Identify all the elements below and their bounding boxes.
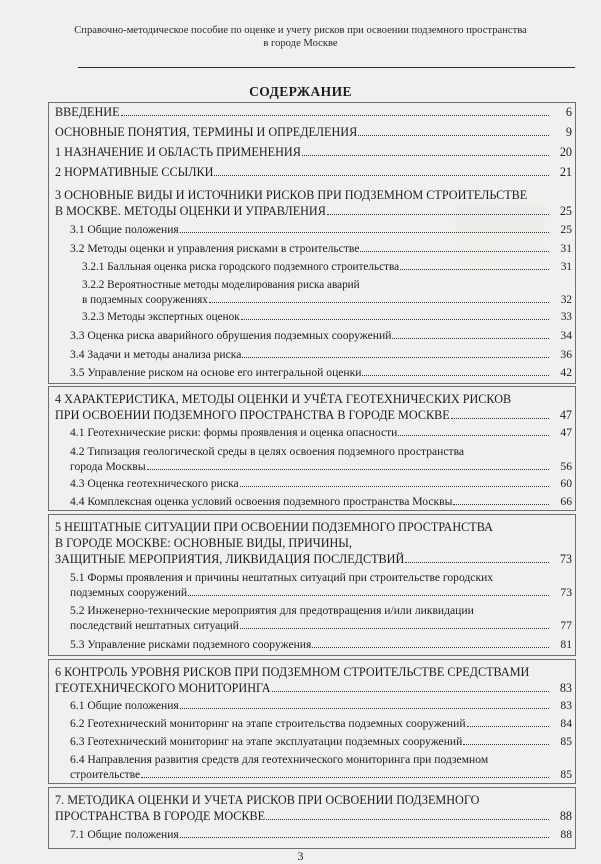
toc-entry-page: 31 [560,261,572,273]
toc-entry-page: 47 [559,408,572,422]
toc-entry-line [70,222,572,237]
toc-entry-title: ОСНОВНЫЕ ПОНЯТИЯ, ТЕРМИНЫ И ОПРЕДЕЛЕНИЯ [55,125,358,139]
dot-leader [360,251,549,252]
toc-entry-title: 7. МЕТОДИКА ОЦЕНКИ И УЧЕТА РИСКОВ ПРИ ОСВОЕНИИ ПОДЗЕМНОГО [55,793,480,807]
dot-leader [463,744,549,745]
toc-entry [82,260,572,275]
toc-entry [70,570,572,600]
toc-entry-title: ГЕОТЕХНИЧЕСКОГО МОНИТОРИНГА [55,681,271,695]
toc-entry-page: 20 [559,145,572,159]
toc-entry-title: 3.2.3 Методы экспертных оценок [82,311,240,323]
toc-entry-line [70,734,572,749]
toc-entry-page: 34 [560,329,572,342]
toc-entry [82,278,572,308]
toc-entry-line [70,618,572,633]
toc-entry-page: 88 [560,828,572,841]
toc-entry [70,476,572,491]
dot-leader [451,418,549,419]
toc-entry-title: 3.1 Общие положения [70,223,179,236]
running-header [40,24,561,50]
toc-title: СОДЕРЖАНИЕ [249,84,352,99]
toc-entry-page: 6 [565,105,572,119]
toc-entry-line [82,310,572,325]
running-header-line-1: Справочно-методическое пособие по оценке и учету рисков при освоении подземного пространства [74,25,527,36]
toc-entry-line [70,570,572,585]
toc-entry-title: 3.2 Методы оценки и управления рисками в строительстве [70,242,360,255]
toc-entry-page: 56 [560,460,572,473]
toc-entry [70,698,572,713]
toc-entry-page: 25 [559,204,572,218]
toc-entry [55,104,572,120]
toc-entry-page: 47 [560,426,572,439]
toc-entry-line [70,637,572,652]
toc-entry-line [55,808,572,824]
toc-entry-title: 3.2.1 Балльная оценка риска городского подземного строительства [82,261,400,273]
toc-entry [70,222,572,237]
dot-leader [362,375,549,376]
dot-leader [358,135,549,136]
toc-entry-page: 81 [560,638,572,651]
toc-entry-line [70,476,572,491]
toc-entry-page: 73 [560,586,572,599]
toc-entry-title: города Москвы [70,460,146,473]
dot-leader [188,595,549,596]
toc-entry [55,664,572,696]
dot-leader [312,647,549,648]
toc-entry-line [70,328,572,343]
running-header-line-2: в городе Москве [263,38,338,49]
dot-leader [453,504,549,505]
toc-entry-line [70,603,572,618]
toc-entry-line [82,293,572,308]
toc-entry [55,124,572,140]
toc-entry [55,164,572,180]
toc-entry-page: 77 [560,619,572,632]
toc-entry-title: 3.5 Управление риском на основе его интегральной оценки [70,366,362,379]
dot-leader [242,357,549,358]
toc-entry [55,144,572,160]
toc-entry-title: В МОСКВЕ. МЕТОДЫ ОЦЕНКИ И УПРАВЛЕНИЯ [55,204,326,218]
toc-entry-line [55,203,572,219]
toc-entry [70,494,572,509]
toc-entry-page: 85 [560,735,572,748]
toc-entry-line [70,827,572,842]
toc-entry-line [70,767,572,782]
toc-entry-line [55,535,572,551]
header-rule [78,67,575,68]
toc-entry-line [55,407,572,423]
dot-leader [398,435,549,436]
toc-entry-line [70,241,572,256]
toc-entry-line [70,444,572,459]
toc-entry-line [55,551,572,567]
toc-entry-line [55,164,572,180]
toc-entry [70,241,572,256]
toc-entry-line [82,278,572,293]
toc-entry-page: 21 [559,165,572,179]
toc-entry-title: 1 НАЗНАЧЕНИЕ И ОБЛАСТЬ ПРИМЕНЕНИЯ [55,145,301,159]
toc-entry-page: 9 [565,125,572,139]
toc-entry-page: 60 [560,477,572,490]
toc-entry [70,425,572,440]
toc-entry-line [70,698,572,713]
toc-entry-title: подземных сооружений [70,586,188,599]
toc-entry-line [55,519,572,535]
dot-leader [240,628,549,629]
toc-entry-title: 4 ХАРАКТЕРИСТИКА, МЕТОДЫ ОЦЕНКИ И УЧЁТА ГЕОТЕХНИЧЕСКИХ РИСКОВ [55,392,512,406]
dot-leader [241,319,549,320]
dot-leader [240,486,549,487]
toc-entry [70,637,572,652]
toc-entry-title: последствий нештатных ситуаций [70,619,239,632]
toc-entry [70,716,572,731]
dot-leader [180,232,549,233]
toc-entry [82,310,572,325]
toc-entry-page: 88 [559,809,572,823]
toc-entry-title: 3.2.2 Вероятностные методы моделирования риска аварий [82,279,360,291]
toc-entry-page: 66 [560,495,572,508]
toc-entry-title: ВВЕДЕНИЕ [55,105,120,119]
toc-entry-title: в подземных сооружениях [82,294,208,306]
dot-leader [214,175,549,176]
dot-leader [180,708,549,709]
toc-entry-line [55,664,572,680]
toc-entry-page: 25 [560,223,572,236]
toc-entry-title: 2 НОРМАТИВНЫЕ ССЫЛКИ [55,165,214,179]
toc-entry [70,603,572,633]
toc-entry-title: 3.4 Задачи и методы анализа риска [70,348,242,361]
dot-leader [180,837,549,838]
toc-entry-title: В ГОРОДЕ МОСКВЕ: ОСНОВНЫЕ ВИДЫ, ПРИЧИНЫ, [55,536,352,550]
toc-entry-title: ПРОСТРАНСТВА В ГОРОДЕ МОСКВЕ [55,809,266,823]
toc-entry [55,187,572,219]
dot-leader [405,562,549,563]
dot-leader [400,269,549,270]
toc-entry-line [70,459,572,474]
toc-entry [70,827,572,842]
dot-leader [209,302,549,303]
toc-entry-line [70,365,572,380]
toc-entry-page: 73 [559,552,572,566]
toc-entry [70,734,572,749]
toc-entry [55,519,572,567]
toc-entry-page: 31 [560,242,572,255]
toc-entry-title: 6.2 Геотехнический мониторинг на этапе строительства подземных сооружений [70,717,466,730]
toc-entry-line [70,347,572,362]
toc-entry-line [55,187,572,203]
dot-leader [141,777,549,778]
toc-entry-title: 7.1 Общие положения [70,828,179,841]
toc-entry-line [70,716,572,731]
toc-entry-title: 5 НЕШТАТНЫЕ СИТУАЦИИ ПРИ ОСВОЕНИИ ПОДЗЕМНОГО ПРОСТРАНСТВА [55,520,493,534]
dot-leader [467,726,549,727]
toc-entry-title: 6.4 Направления развития средств для геотехнического мониторинга при подземном [70,753,489,766]
toc-entry-line [55,104,572,120]
toc-entry-title: 4.2 Типизация геологической среды в целях освоения подземного пространства [70,445,465,458]
toc-entry-page: 84 [560,717,572,730]
toc-entry-line [70,494,572,509]
toc-entry [55,792,572,824]
toc-entry-line [55,792,572,808]
page-number: 3 [297,849,304,863]
toc-entry-title: 3 ОСНОВНЫЕ ВИДЫ И ИСТОЧНИКИ РИСКОВ ПРИ ПОДЗЕМНОМ СТРОИТЕЛЬСТВЕ [55,188,528,202]
toc-entry-line [55,144,572,160]
dot-leader [147,469,549,470]
dot-leader [302,155,549,156]
toc-entry-line [70,425,572,440]
toc-entry-title: строительстве [70,768,141,781]
toc-entry-title: 5.3 Управление рисками подземного сооружения [70,638,312,651]
toc-entry-title: 4.4 Комплексная оценка условий освоения подземного пространства Москвы [70,495,453,508]
toc-entry-page: 85 [560,768,572,781]
toc-entry [55,391,572,423]
dot-leader [392,338,549,339]
toc-entry-line [55,124,572,140]
toc-entry-page: 42 [560,366,572,379]
toc-entry-title: 4.3 Оценка геотехнического риска [70,477,239,490]
toc-entry-line [70,752,572,767]
toc-entry-line [82,260,572,275]
toc-entry-page: 36 [560,348,572,361]
toc-entry [70,365,572,380]
toc-entry-title: 5.2 Инженерно-технические мероприятия для предотвращения и/или ликвидации [70,604,474,617]
toc-entry-title: ПРИ ОСВОЕНИИ ПОДЗЕМНОГО ПРОСТРАНСТВА В ГОРОДЕ МОСКВЕ [55,408,450,422]
toc-entry-title: 6.3 Геотехнический мониторинг на этапе эксплуатации подземных сооружений [70,735,463,748]
toc-entry-title: 4.1 Геотехнические риски: формы проявления и оценка опасности [70,426,398,439]
dot-leader [121,115,549,116]
toc-entry-page: 83 [559,681,572,695]
toc-entry [70,444,572,474]
toc-entry-title: 3.3 Оценка риска аварийного обрушения подземных сооружений [70,329,392,342]
toc-entry-page: 32 [560,294,572,306]
dot-leader [266,819,549,820]
toc-entry-title: 6.1 Общие положения [70,699,179,712]
toc-entry [70,752,572,782]
toc-entry-line [55,391,572,407]
toc-entry-page: 33 [560,311,572,323]
toc-entry [70,347,572,362]
dot-leader [327,214,549,215]
toc-entry-line [70,585,572,600]
toc-entry-title: 5.1 Формы проявления и причины нештатных ситуаций при строительстве городских [70,571,494,584]
toc-entry-line [55,680,572,696]
toc-entry [70,328,572,343]
toc-entry-title: ЗАЩИТНЫЕ МЕРОПРИЯТИЯ, ЛИКВИДАЦИЯ ПОСЛЕДСТВИЙ [55,552,405,566]
toc-entry-page: 83 [560,699,572,712]
dot-leader [272,691,549,692]
toc-entry-title: 6 КОНТРОЛЬ УРОВНЯ РИСКОВ ПРИ ПОДЗЕМНОМ СТРОИТЕЛЬСТВЕ СРЕДСТВАМИ [55,665,530,679]
